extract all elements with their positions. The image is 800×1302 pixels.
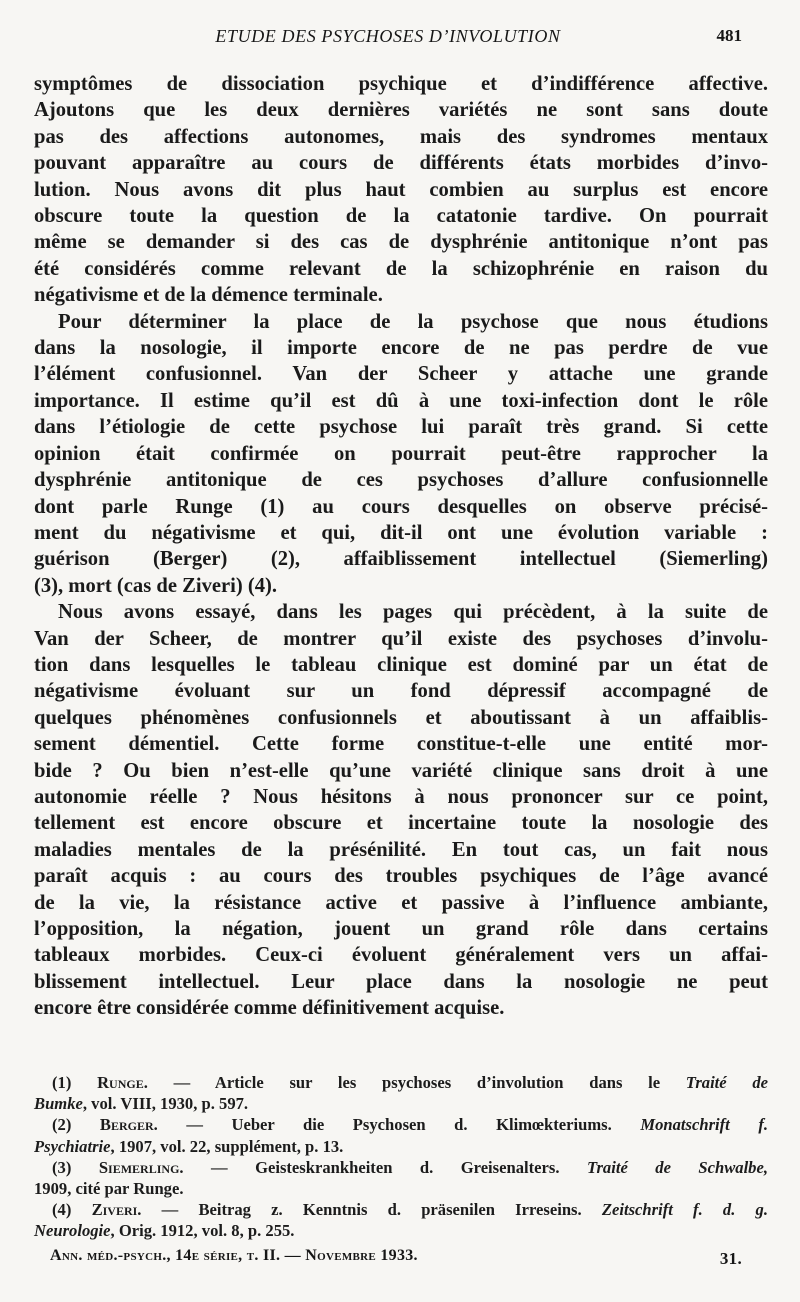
text-line: dont parle Runge (1) au cours desquelles on observe précisé- xyxy=(34,495,768,518)
footnote-line xyxy=(34,1072,768,1093)
footnote-line xyxy=(34,1157,768,1178)
text-line: sement démentiel. Cette forme constitue-t-elle une entité mor- xyxy=(34,733,768,756)
text-line: Van der Scheer, de montrer qu’il existe des psychoses d’involu- xyxy=(34,627,768,650)
text-line: Pour déterminer la place de la psychose que nous étudions xyxy=(58,310,768,333)
footnote-author: Runge. xyxy=(97,1073,148,1092)
text-line: Ajoutons que les deux dernières variétés ne sont sans doute xyxy=(34,99,768,122)
text-line: dans la nosologie, il importe encore de ne pas perdre de vue xyxy=(34,337,768,360)
text-line: de la vie, la résistance active et passive à l’influence ambiante, xyxy=(34,891,768,914)
footnote-title: Psychiatrie xyxy=(34,1136,111,1156)
footnote xyxy=(34,1072,768,1114)
journal-citation: Ann. méd.-psych., 14e série, t. II. — Novembre 1933. xyxy=(50,1247,418,1264)
text-line: quelques phénomènes confusionnels et aboutissant à un affaiblis- xyxy=(34,706,768,729)
footnote-author: Siemerling. xyxy=(98,1157,184,1177)
footnote-mark: (3) xyxy=(52,1157,72,1177)
text-line: tion dans lesquelles le tableau clinique est dominé par un état de xyxy=(34,653,768,676)
signature-mark: 31. xyxy=(719,1249,742,1268)
footnote-title: Neurologie xyxy=(34,1221,111,1241)
footnote-line xyxy=(34,1178,768,1199)
page-number: 481 xyxy=(716,26,742,45)
footnote-text: , 1907, vol. 22, supplément, p. 13. xyxy=(110,1136,344,1156)
footnote-author: Ziveri. xyxy=(91,1200,142,1220)
text-line: Nous avons essayé, dans les pages qui précèdent, à la suite de xyxy=(58,601,768,624)
text-line: (3), mort (cas de Ziveri) (4). xyxy=(34,574,278,597)
footnote-title: Zeitschrift f. d. g. xyxy=(601,1200,768,1220)
running-title: ETUDE DES PSYCHOSES D’INVOLUTION xyxy=(215,26,561,46)
text-line: autonomie réelle ? Nous hésitons à nous prononcer sur ce point, xyxy=(34,785,768,808)
text-line: guérison (Berger) (2), affaiblissement intellectuel (Siemerling) xyxy=(34,548,768,571)
text-line: l’opposition, la négation, jouent un grand rôle dans certains xyxy=(34,918,768,940)
footnote xyxy=(34,1157,768,1199)
text-line: tellement est encore obscure et incertaine toute la nosologie des xyxy=(34,812,768,835)
body-text xyxy=(34,71,768,1022)
footnote-text: — Beitrag z. Kenntnis d. präsenilen Irreseins. xyxy=(141,1200,602,1220)
paragraph-3 xyxy=(34,599,768,1022)
text-line: encore être considérée comme définitivement acquise. xyxy=(34,997,505,1020)
footnote-mark: (4) xyxy=(52,1200,72,1220)
footnote-line xyxy=(34,1199,768,1220)
text-line: négativisme et de la démence terminale. xyxy=(34,284,383,307)
text-line: obscure toute la question de la catatonie tardive. On pourrait xyxy=(34,205,768,228)
text-line: dans l’étiologie de cette psychose lui paraît très grand. Si cette xyxy=(34,416,768,439)
text-line: dysphrénie antitonique de ces psychoses d’allure confusionnelle xyxy=(34,469,768,492)
footnote-title: Traité de Schwalbe, xyxy=(586,1157,768,1177)
footnote-text: , Orig. 1912, vol. 8, p. 255. xyxy=(110,1221,295,1241)
text-line: paraît acquis : au cours des troubles psychiques de l’âge avancé xyxy=(34,865,768,888)
footnote-line xyxy=(34,1220,768,1241)
text-line: même se demander si des cas de dysphrénie antitonique n’ont pas xyxy=(34,231,768,254)
footnote xyxy=(34,1114,768,1156)
text-line: négativisme évoluant sur un fond dépressif accompagné de xyxy=(34,680,768,703)
footnote xyxy=(34,1199,768,1241)
footnotes xyxy=(34,1072,768,1242)
text-line: pas des affections autonomes, mais des syndromes mentaux xyxy=(34,125,768,148)
text-line: tableaux morbides. Ceux-ci évoluent généralement vers un affai- xyxy=(34,944,768,967)
footnote-line xyxy=(34,1114,768,1135)
paragraph-2 xyxy=(34,309,768,599)
footnote-text: — Ueber die Psychosen d. Klimœkteriums. xyxy=(157,1115,641,1135)
text-line: ment du négativisme et qui, dit-il ont une évolution variable : xyxy=(34,521,768,544)
footnote-author: Berger. xyxy=(99,1115,158,1135)
text-line: lution. Nous avons dit plus haut combien au surplus est encore xyxy=(34,178,768,201)
footnote-line xyxy=(34,1093,768,1114)
text-line: l’élément confusionnel. Van der Scheer y attache une grande xyxy=(34,363,768,386)
text-line: pouvant apparaître au cours de différents états morbides d’invo- xyxy=(34,152,768,175)
footnote-line xyxy=(34,1136,768,1157)
footnote-text: — Geisteskrankheiten d. Greisenalters. xyxy=(183,1157,587,1177)
text-line: bide ? Ou bien n’est-elle qu’une variété clinique sans droit à une xyxy=(34,759,768,782)
footnote-mark: (1) xyxy=(52,1073,72,1092)
footnote-title: Traité de xyxy=(685,1073,769,1092)
text-line: symptômes de dissociation psychique et d’indifférence affective. xyxy=(34,73,768,95)
footnote-title: Bumke xyxy=(34,1094,83,1114)
paragraph-1 xyxy=(34,71,768,309)
running-head xyxy=(34,26,742,52)
footnote-text: — Article sur les psychoses d’involution dans le xyxy=(147,1073,686,1092)
text-line: été considérés comme relevant de la schizophrénie en raison du xyxy=(34,257,768,280)
text-line: importance. Il estime qu’il est dû à une toxi-infection dont le rôle xyxy=(34,389,768,412)
footnote-mark: (2) xyxy=(52,1115,72,1135)
footnote-text: , vol. VIII, 1930, p. 597. xyxy=(82,1094,249,1114)
text-line: maladies mentales de la présénilité. En tout cas, un fait nous xyxy=(34,838,768,861)
text-line: opinion était confirmée on pourrait peut-être rapprocher la xyxy=(34,442,768,465)
text-line: blissement intellectuel. Leur place dans la nosologie ne peut xyxy=(34,970,768,993)
footnote-text: 1909, cité par Runge. xyxy=(34,1179,184,1199)
footnote-title: Monatschrift f. xyxy=(640,1115,768,1135)
